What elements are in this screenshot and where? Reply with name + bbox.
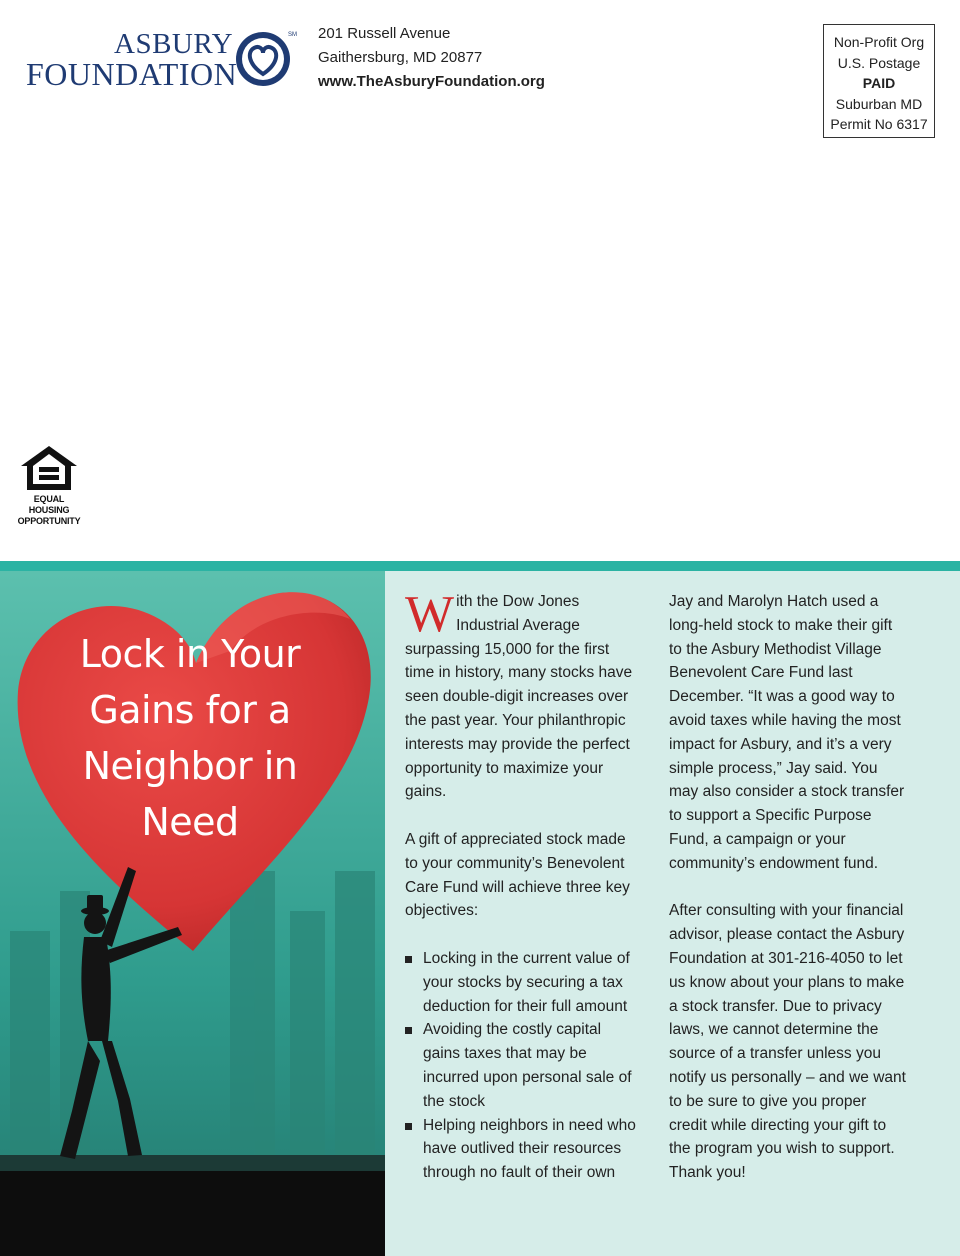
logo-service-mark: SM — [288, 32, 297, 38]
headline-line-4: Need — [141, 800, 239, 844]
postage-paid: PAID — [862, 75, 896, 91]
objectives-list — [405, 947, 641, 1185]
bullet-square-icon — [405, 1123, 412, 1130]
article-para-4: After consulting with your financial advisor, please contact the Asbury Foundation at 301-216-4050 to let us know about your plans to make a stock transfer. Due to privacy laws, we cannot determine the source of a transfer unless you notify us personally – and we want to be sure to give you proper credit while directing your gift to the program you wish to support. Thank you! — [669, 902, 906, 1182]
return-address — [318, 22, 545, 94]
postage-permit: Permit No 6317 — [830, 116, 928, 132]
address-city: Gaithersburg, MD 20877 — [318, 49, 483, 66]
objective-2: Avoiding the costly capital gains taxes that may be incurred upon personal sale of the stock — [423, 1021, 632, 1110]
headline-line-1: Lock in Your — [79, 632, 301, 676]
postage-line-4: Suburban MD — [835, 95, 923, 112]
objective-1: Locking in the current value of your stocks by securing a tax deduction for their full amount — [423, 949, 630, 1015]
headline-line-3: Neighbor in — [82, 744, 298, 788]
headline-line-2: Gains for a — [89, 688, 291, 732]
website-link[interactable]: www.TheAsburyFoundation.org — [318, 73, 545, 90]
equal-housing-icon — [19, 444, 79, 492]
postage-indicia — [823, 24, 935, 138]
headline — [50, 626, 330, 850]
list-item — [405, 947, 641, 1018]
address-street: 201 Russell Avenue — [318, 25, 451, 42]
postage-line-1: Non-Profit Org — [833, 34, 925, 50]
asbury-foundation-logo — [26, 26, 298, 92]
article-para-1: ith the Dow Jones Industrial Average surpassing 15,000 for the first time in history, many stocks have seen double-digit increases over the past year. Your philanthropic interests may provide the perfect opportunity to maximize your gains. — [405, 593, 633, 801]
objective-3: Helping neighbors in need who have outlived their resources through no fault of their own — [423, 1116, 636, 1182]
postage-line-2: U.S. Postage — [837, 54, 921, 71]
article-column-2 — [669, 590, 907, 1209]
logo-wordmark-asbury: ASBURY — [114, 28, 234, 60]
article-para-3: Jay and Marolyn Hatch used a long-held stock to make their gift to the Asbury Methodist Village Benevolent Care Fund last December. “It was a good way to avoid taxes while having the most impact for Asbury, and it’s a very simple process,” Jay said. You may also consider a stock transfer to support a Specific Purpose Fund, a campaign or your community’s endowment fund. — [669, 593, 905, 872]
equal-housing-line-2: OPPORTUNITY — [17, 516, 81, 526]
drop-cap: W — [405, 586, 455, 643]
logo-wordmark-foundation: FOUNDATION — [26, 56, 238, 92]
article-para-2: A gift of appreciated stock made to your community’s Benevolent Care Fund will achieve three key objectives: — [405, 830, 630, 920]
equal-housing-badge — [17, 444, 81, 527]
heart-seal-icon — [234, 30, 292, 88]
heart-illustration — [0, 571, 385, 1256]
bullet-square-icon — [405, 956, 412, 963]
bullet-square-icon — [405, 1027, 412, 1034]
article-intro — [405, 586, 641, 804]
list-item — [405, 1114, 641, 1185]
list-item — [405, 1018, 641, 1113]
equal-housing-line-1: EQUAL HOUSING — [28, 494, 70, 515]
divider-strip — [0, 561, 960, 571]
article-column-1 — [405, 586, 641, 1185]
